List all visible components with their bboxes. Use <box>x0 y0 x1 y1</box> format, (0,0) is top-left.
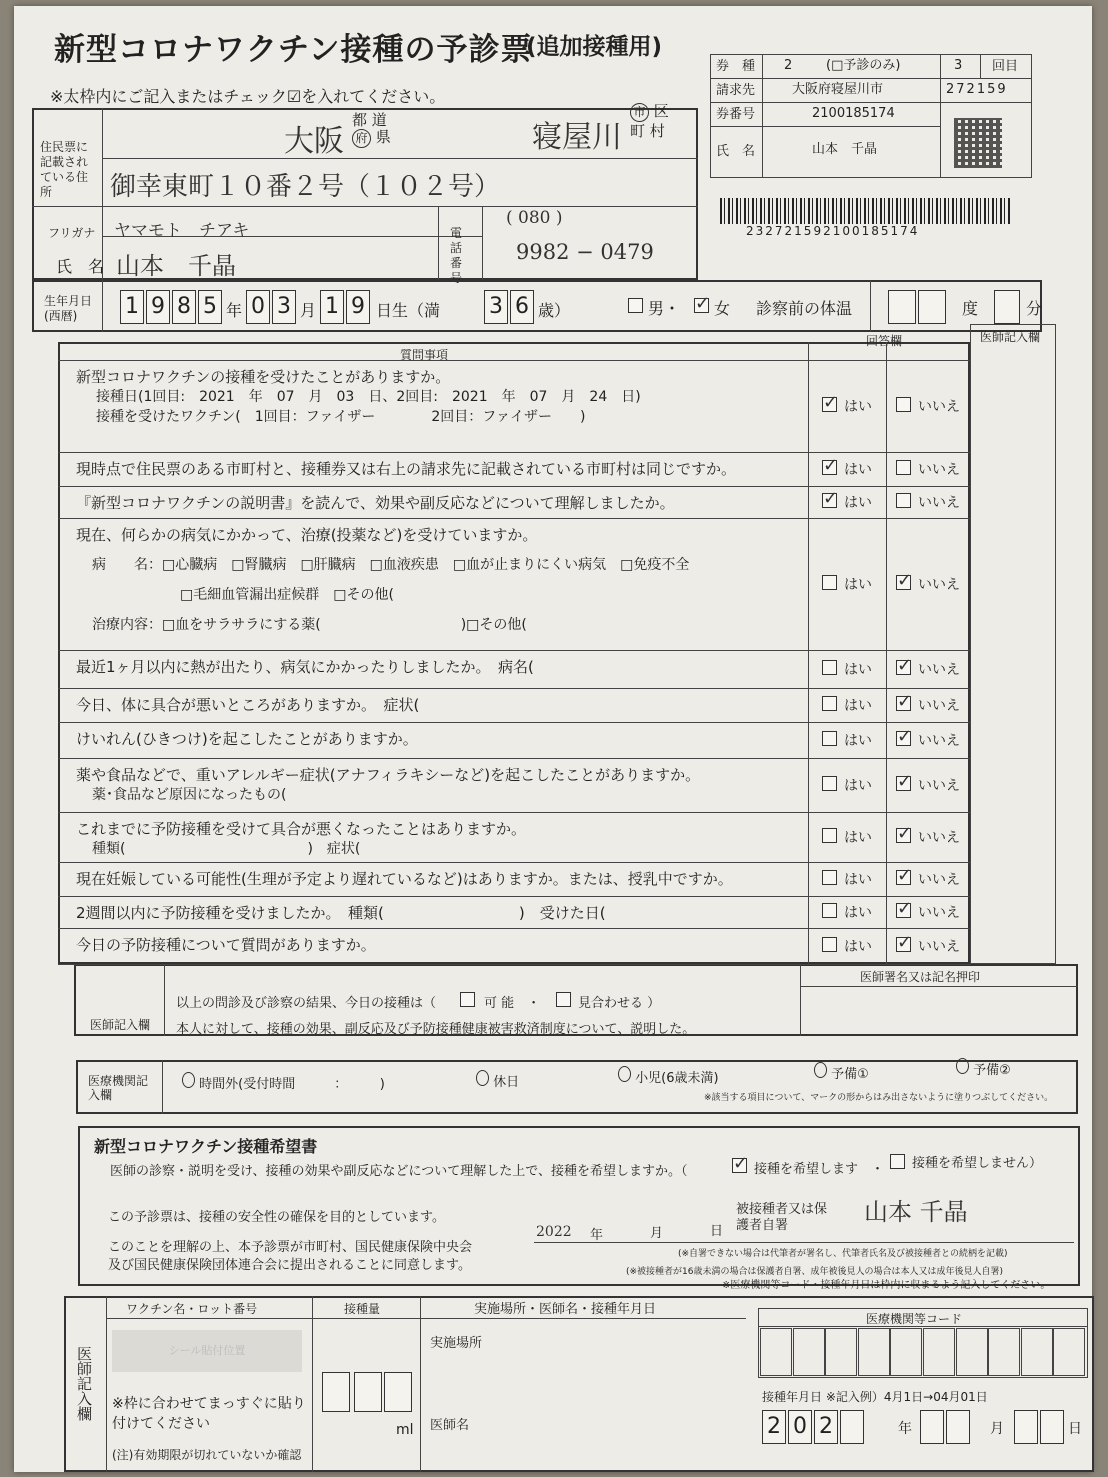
barcode-number: 2327215921001851​74 <box>746 224 920 238</box>
question-12-text: 今日の予防接種について質問がありますか。 <box>76 936 376 954</box>
answer-no-checkbox[interactable] <box>896 575 911 590</box>
doctor-column-header: 医師記入欄 <box>980 330 1041 344</box>
info-name-value: 山本 千晶 <box>812 142 878 157</box>
dose-digit[interactable] <box>384 1372 412 1412</box>
answer-yes-label: はい <box>844 939 872 955</box>
answer-no-label: いいえ <box>918 905 960 921</box>
postpone-checkbox[interactable] <box>556 992 571 1007</box>
row-divider <box>58 650 970 651</box>
answer-yes-label: はい <box>844 577 872 593</box>
place-header: 実施場所・医師名・接種年月日 <box>474 1302 657 1317</box>
dob-day-digit[interactable]: 1 <box>320 290 344 324</box>
question-1-sub1: 接種日(1回目: 2021 年 07 月 03 日、2回目: 2021 年 07 月 24 日) <box>96 389 641 405</box>
row-divider <box>58 812 970 813</box>
answer-no-label: いいえ <box>918 698 960 714</box>
doctor-column <box>970 324 1056 964</box>
answer-no-checkbox[interactable] <box>896 903 911 918</box>
address-label: 住民票に記載されている住所 <box>40 140 89 199</box>
reserve1-option: 予備① <box>814 1062 869 1082</box>
consent-day-char: 日 <box>710 1224 724 1239</box>
answer-no-label: いいえ <box>918 939 960 955</box>
info-name-label: 氏 名 <box>716 144 756 159</box>
question-4-sub3: 治療内容：□血をサラサラにする薬( )□その他( <box>92 617 527 633</box>
institution-code-cell[interactable] <box>988 1328 1020 1376</box>
institution-code-cell[interactable] <box>760 1328 792 1376</box>
possible-checkbox[interactable] <box>460 992 475 1007</box>
answer-no-label: いいえ <box>918 733 960 749</box>
answer-no-label: いいえ <box>918 662 960 678</box>
place-label: 実施場所 <box>430 1336 483 1351</box>
answer-yes-checkbox[interactable] <box>822 937 837 952</box>
want-vaccine-label: 接種を希望します ・ <box>754 1162 885 1177</box>
answer-yes-label: はい <box>844 399 872 415</box>
question-1-text: 新型コロナワクチンの接種を受けたことがありますか。 <box>76 368 451 386</box>
city-type: 市 区 町 村 <box>630 102 669 140</box>
temp-digit[interactable] <box>918 290 946 324</box>
vaccine-predisgnosis-form <box>14 6 1092 1472</box>
answer-yes-checkbox[interactable] <box>822 696 837 711</box>
doctor-line1: 以上の問診及び診察の結果、今日の接種は（ <box>176 996 437 1011</box>
prefecture-type: 都 道 府 県 <box>352 111 391 146</box>
footer-note: ※医療機関等コード・接種年月日は枠内に収まるよう記入してください。 <box>722 1280 1051 1291</box>
form-instruction: ※太枠内にご記入またはチェック☑を入れてください。 <box>50 87 446 106</box>
dob-month-char: 月 <box>300 301 317 320</box>
answer-no-label: いいえ <box>918 830 960 846</box>
phone-area[interactable]: ( 080 ) <box>506 208 563 228</box>
temp-degree-label: 度 <box>962 299 979 318</box>
answer-no-checkbox[interactable] <box>896 493 911 508</box>
date-month-char: 月 <box>990 1421 1004 1437</box>
answer-yes-checkbox[interactable] <box>822 870 837 885</box>
temp-digit[interactable] <box>888 290 916 324</box>
kind-value: 2 <box>784 58 793 73</box>
signature[interactable]: 山本 千晶 <box>864 1198 968 1226</box>
consent-note1: (※自署できない場合は代筆者が署名し、代筆者氏名及び被接種者との続柄を記載) <box>678 1249 1008 1259</box>
date-day-digit[interactable] <box>1014 1410 1038 1444</box>
question-4-sub2: □毛細血管漏出症候群 □その他( <box>180 587 394 603</box>
institution-label: 医療機関記入欄 <box>88 1074 149 1102</box>
answer-no-checkbox[interactable] <box>896 397 911 412</box>
institution-code-cell[interactable] <box>858 1328 890 1376</box>
form-subtitle: (追加接種用) <box>526 34 663 60</box>
age-digit[interactable]: 3 <box>484 290 508 324</box>
question-7-text: けいれん(ひきつけ)を起こしたことがありますか。 <box>76 730 418 748</box>
row-divider <box>58 486 970 487</box>
kind-label: 券 種 <box>716 59 756 74</box>
answer-yes-label: はい <box>844 905 872 921</box>
answer-no-checkbox[interactable] <box>896 660 911 675</box>
date-year-digit[interactable]: 0 <box>788 1410 812 1444</box>
phone-label: 電話番号 <box>450 226 463 285</box>
ticket-label: 券番号 <box>716 107 756 122</box>
institution-code-cell[interactable] <box>890 1328 922 1376</box>
row-divider <box>58 688 970 689</box>
answer-yes-checkbox[interactable] <box>822 828 837 843</box>
consent-year-char: 年 <box>590 1228 604 1243</box>
phone-number[interactable]: 9982 − 0479 <box>516 240 654 264</box>
doctor-name-label: 医師名 <box>430 1418 470 1433</box>
question-4-sub1: 病 名：□心臓病 □腎臓病 □肝臓病 □血液疾患 □血が止まりにくい病気 □免疫不全 <box>92 557 690 573</box>
date-year-char: 年 <box>898 1421 912 1437</box>
ticket-value: 2100185174 <box>812 106 895 121</box>
temperature-label: 診察前の体温 <box>756 299 853 318</box>
answer-no-checkbox[interactable] <box>896 696 911 711</box>
institution-note: ※該当する項目について、マークの形からはみ出さないように塗りつぶしてください。 <box>704 1093 1054 1103</box>
dob-month-digit[interactable]: 3 <box>272 290 296 324</box>
answer-no-label: いいえ <box>918 577 960 593</box>
billing-label: 請求先 <box>716 83 756 98</box>
reserve2-option: 予備② <box>956 1058 1011 1078</box>
dose-digit[interactable] <box>322 1372 350 1412</box>
row-divider <box>58 896 970 897</box>
expiry-note: (注)有効期限が切れていないか確認 <box>112 1448 302 1462</box>
answer-yes-label: はい <box>844 872 872 888</box>
holiday-option: 休日 <box>476 1070 519 1090</box>
holiday-radio[interactable] <box>476 1070 489 1086</box>
row-divider <box>58 964 970 965</box>
institution-code-cell[interactable] <box>1021 1328 1053 1376</box>
row-divider <box>58 928 970 929</box>
institution-options: 時間外(受付時間 ： ) <box>182 1072 385 1092</box>
institution-code-cell[interactable] <box>923 1328 955 1376</box>
dob-label: 生年月日(西暦) <box>44 294 93 323</box>
consent-purpose: この予診票は、接種の安全性の確保を目的としています。 <box>108 1210 445 1225</box>
answer-yes-checkbox[interactable] <box>822 660 837 675</box>
doctor-signature-label: 医師署名又は記名押印 <box>860 970 981 984</box>
answer-yes-checkbox[interactable] <box>822 903 837 918</box>
answer-no-checkbox[interactable] <box>896 870 911 885</box>
temp-decimal[interactable] <box>994 290 1020 324</box>
dob-year-digit[interactable]: 5 <box>198 290 222 324</box>
institution-code-label: 医療機関等コード <box>866 1312 963 1326</box>
answer-no-label: いいえ <box>918 778 960 794</box>
answer-yes-checkbox[interactable] <box>822 575 837 590</box>
possible-label: 可 能 ・ <box>484 996 541 1011</box>
answer-no-label: いいえ <box>918 872 960 888</box>
name-label: 氏 名 <box>56 257 105 276</box>
date-year-digit[interactable]: 2 <box>814 1410 838 1444</box>
vaccine-lot-label: ワクチン名・ロット番号 <box>126 1302 258 1316</box>
age-char: 歳） <box>538 301 571 320</box>
answer-no-checkbox[interactable] <box>896 731 911 746</box>
child-radio[interactable] <box>618 1066 631 1082</box>
female-checkbox[interactable] <box>694 298 709 313</box>
row-divider <box>58 452 970 453</box>
question-8-sub1: 薬･食品など原因になったもの( <box>92 787 287 803</box>
dob-year-char: 年 <box>226 301 243 320</box>
dose-label: 接種量 <box>344 1302 381 1316</box>
after-hours-radio[interactable] <box>182 1072 195 1088</box>
answer-no-checkbox[interactable] <box>896 776 911 791</box>
doctor-line2: 本人に対して、接種の効果、副反応及び予防接種健康被害救済制度について、説明した。 <box>176 1022 696 1037</box>
billing-value: 大阪府寝屋川市 <box>792 82 884 97</box>
question-9-sub1: 種類( ) 症状( <box>92 841 361 857</box>
answer-no-label: いいえ <box>918 399 960 415</box>
dob-day-char: 日生（満 <box>376 301 441 320</box>
male-label: 男・ <box>648 299 681 318</box>
answer-yes-checkbox[interactable] <box>822 460 837 475</box>
consent-agree2: 及び国民健康保険団体連合会に提出されることに同意します。 <box>108 1258 471 1273</box>
date-month-digit[interactable] <box>920 1410 944 1444</box>
signer-label: 被接種者又は保護者自署 <box>736 1202 828 1233</box>
reserve1-radio[interactable] <box>814 1062 827 1078</box>
answer-yes-checkbox[interactable] <box>822 731 837 746</box>
postpone-label: 見合わせる ） <box>578 996 661 1011</box>
answer-yes-checkbox[interactable] <box>822 776 837 791</box>
doctor-section-label: 医師記入欄 <box>90 1018 151 1032</box>
date-day-digit[interactable] <box>1040 1410 1064 1444</box>
date-month-digit[interactable] <box>946 1410 970 1444</box>
row-divider <box>58 758 970 759</box>
qr-code-icon <box>954 118 1002 168</box>
answer-no-checkbox[interactable] <box>896 828 911 843</box>
round-label: 回目 <box>992 59 1019 74</box>
female-label: 女 <box>714 299 731 318</box>
child-option: 小児(6歳未満) <box>618 1066 719 1086</box>
consent-note2: (※被接種者が16歳未満の場合は保護者自署、成年被後見人の場合は本人又は成年後見人自署) <box>626 1267 1004 1277</box>
dob-year-digit[interactable]: 8 <box>172 290 196 324</box>
question-column-header: 質問事項 <box>400 348 449 362</box>
answer-yes-label: はい <box>844 733 872 749</box>
male-checkbox[interactable] <box>628 298 643 313</box>
row-divider <box>58 722 970 723</box>
footer-side-label: 医師記入欄 <box>75 1346 93 1421</box>
institution-code-cell[interactable] <box>956 1328 988 1376</box>
question-9-text: これまでに予防接種を受けて具合が悪くなったことはありますか。 <box>76 820 527 838</box>
city-value: 寝屋川 <box>532 120 622 155</box>
dob-year-digit[interactable]: 1 <box>120 290 144 324</box>
question-5-text: 最近1ヶ月以内に熱が出たり、病気にかかったりしましたか。 病名( <box>76 658 534 676</box>
question-6-text: 今日、体に具合が悪いところがありますか。 症状( <box>76 696 420 714</box>
question-2-text: 現時点で住民票のある市町村と、接種券又は右上の請求先に記載されている市町村は同じですか。 <box>76 460 737 478</box>
billing-code: 272159 <box>946 82 1008 97</box>
consent-question: 医師の診察・説明を受け、接種の効果や副反応などについて理解した上で、接種を希望しますか。（ <box>110 1164 688 1179</box>
furigana-value[interactable]: ヤマモト チアキ <box>114 221 250 241</box>
round-value: 3 <box>954 58 963 73</box>
answer-yes-checkbox[interactable] <box>822 397 837 412</box>
institution-code-cell[interactable] <box>1053 1328 1085 1376</box>
consent-title: 新型コロナワクチン接種希望書 <box>94 1137 318 1156</box>
question-10-text: 現在妊娠している可能性(生理が予定より遅れているなど)はありますか。または、授乳中ですか。 <box>76 870 733 888</box>
age-digit[interactable]: 6 <box>510 290 534 324</box>
kind-note: (□予診のみ) <box>826 58 901 73</box>
consent-agree1: このことを理解の上、本予診票が市町村、国民健康保険中央会 <box>108 1240 473 1255</box>
answer-yes-label: はい <box>844 462 872 478</box>
date-year-digit[interactable] <box>840 1410 864 1444</box>
row-divider <box>58 518 970 519</box>
institution-code-cell[interactable] <box>825 1328 857 1376</box>
form-title: 新型コロナワクチン接種の予診票 <box>54 32 533 68</box>
institution-code-cell[interactable] <box>793 1328 825 1376</box>
answer-divider <box>886 342 887 964</box>
question-1-sub2: 接種を受けたワクチン( 1回目：ファイザー 2回目：ファイザー ) <box>96 409 586 425</box>
answer-no-checkbox[interactable] <box>896 937 911 952</box>
street-address[interactable]: 御幸東町１０番２号（１０２号） <box>110 172 501 202</box>
question-8-text: 薬や食品などで、重いアレルギー症状(アナフィラキシーなど)を起こしたことがありますか。 <box>76 766 701 784</box>
date-year-digit[interactable]: 2 <box>762 1410 786 1444</box>
decline-vaccine-label: 接種を希望しません） <box>912 1156 1043 1171</box>
prefecture-value: 大阪 <box>284 124 344 159</box>
question-11-text: 2週間以内に予防接種を受けましたか。 種類( ) 受けた日( <box>76 904 606 922</box>
answer-column-header: 回答欄 <box>866 334 903 348</box>
barcode-icon <box>720 198 1010 224</box>
answer-yes-label: はい <box>844 698 872 714</box>
sticker-area[interactable]: シール貼付位置 <box>112 1330 302 1372</box>
answer-no-checkbox[interactable] <box>896 460 911 475</box>
paste-note: ※枠に合わせてまっすぐに貼り付けてください <box>112 1396 306 1432</box>
consent-month-char: 月 <box>650 1226 664 1241</box>
dob-day-digit[interactable]: 9 <box>346 290 370 324</box>
dose-unit: ml <box>396 1422 414 1438</box>
answer-yes-checkbox[interactable] <box>822 493 837 508</box>
want-vaccine-checkbox[interactable] <box>732 1158 747 1173</box>
name-value[interactable]: 山本 千晶 <box>116 252 236 280</box>
answer-yes-label: はい <box>844 495 872 511</box>
dob-year-digit[interactable]: 9 <box>146 290 170 324</box>
furigana-label: フリガナ <box>48 226 96 240</box>
date-label: 接種年月日 ※記入例）4月1日→04月01日 <box>762 1390 988 1404</box>
answer-no-label: いいえ <box>918 462 960 478</box>
dob-month-digit[interactable]: 0 <box>246 290 270 324</box>
decline-vaccine-checkbox[interactable] <box>890 1154 905 1169</box>
answer-yes-label: はい <box>844 662 872 678</box>
dose-digit[interactable] <box>354 1372 382 1412</box>
answer-no-label: いいえ <box>918 495 960 511</box>
question-4-text: 現在、何らかの病気にかかって、治療(投薬など)を受けていますか。 <box>76 526 538 544</box>
date-day-char: 日 <box>1068 1421 1082 1437</box>
answer-yes-label: はい <box>844 830 872 846</box>
row-divider <box>58 862 970 863</box>
reserve2-radio[interactable] <box>956 1058 969 1074</box>
consent-year-value[interactable]: 2022 <box>536 1224 572 1240</box>
question-3-text: 『新型コロナワクチンの説明書』を読んで、効果や副反応などについて理解しましたか。 <box>76 494 675 512</box>
answer-yes-label: はい <box>844 778 872 794</box>
temp-fraction-label: 分 <box>1026 299 1043 318</box>
